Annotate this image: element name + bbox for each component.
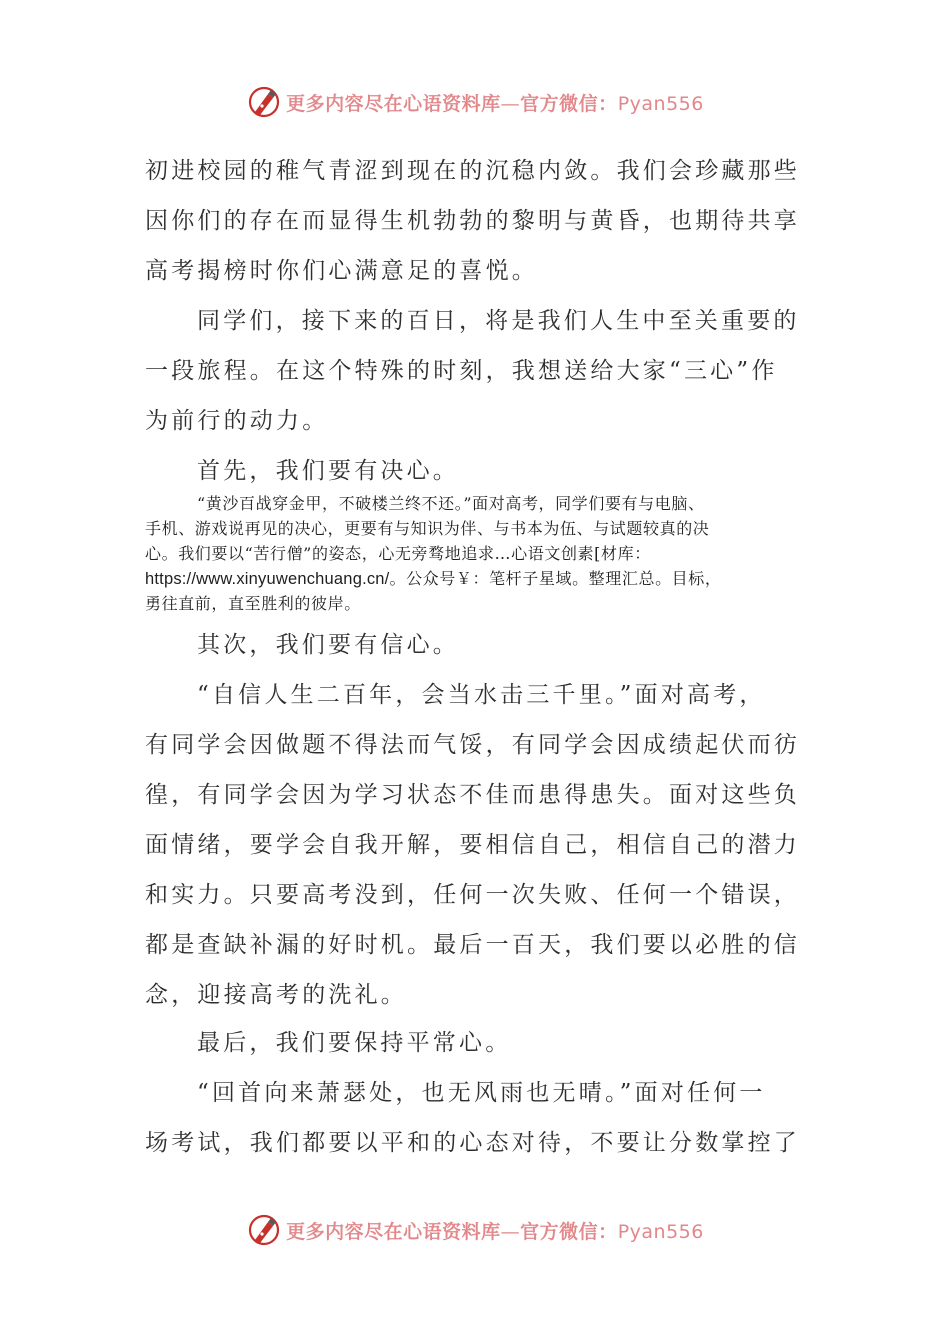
banner-wechat-id: Pyan556 <box>617 1220 704 1243</box>
text-line: 徨，有同学会因为学习状态不佳而患得患失。面对这些负 <box>145 782 800 808</box>
small-text-rest: 。公众号￥：笔杆子星域。整理汇总。目标， <box>389 569 722 588</box>
footer-banner <box>0 1210 950 1250</box>
banner-main-text: 更多内容尽在心语资料库 <box>286 1220 501 1243</box>
text-line: 都是查缺补漏的好时机。最后一百天，我们要以必胜的信 <box>145 932 800 958</box>
small-text-line: 心。我们要以“苦行僧”的姿态，心无旁骛地追求…心语文创素[材库： <box>145 544 651 563</box>
text-line: 为前行的动力。 <box>145 408 329 434</box>
small-text-line-url <box>145 567 721 591</box>
banner-wechat-label: 官方微信： <box>520 92 618 115</box>
banner-wechat-id: Pyan556 <box>617 92 704 115</box>
small-text-line: “黄沙百战穿金甲，不破楼兰终不还。”面对高考，同学们要有与电脑、 <box>197 494 705 513</box>
source-url: https://www.xinyuwenchuang.cn/ <box>145 570 390 588</box>
text-line: 有同学会因做题不得法而气馁，有同学会因成绩起伏而彷 <box>145 732 800 758</box>
text-line: “自信人生二百年，会当水击三千里。”面对高考， <box>197 682 766 708</box>
banner-separator: — <box>500 1220 521 1243</box>
pen-logo-icon <box>246 84 282 120</box>
pen-logo-icon <box>246 1212 282 1248</box>
text-line: 因你们的存在而显得生机勃勃的黎明与黄昏，也期待共享 <box>145 208 800 234</box>
text-line: 一段旅程。在这个特殊的时刻，我想送给大家“三心”作 <box>145 358 778 384</box>
text-line: 同学们，接下来的百日，将是我们人生中至关重要的 <box>197 308 800 334</box>
small-text-line: 勇往直前，直至胜利的彼岸。 <box>145 594 361 613</box>
banner-text <box>286 89 704 116</box>
text-line: 初进校园的稚气青涩到现在的沉稳内敛。我们会珍藏那些 <box>145 158 800 184</box>
text-line: 高考揭榜时你们心满意足的喜悦。 <box>145 258 538 284</box>
text-line: 场考试，我们都要以平和的心态对待，不要让分数掌控了 <box>145 1130 800 1156</box>
section-heading: 其次，我们要有信心。 <box>197 632 459 658</box>
text-line: “回首向来萧瑟处，也无风雨也无晴。”面对任何一 <box>197 1080 766 1106</box>
banner-wechat-label: 官方微信： <box>520 1220 618 1243</box>
text-line: 念，迎接高考的洗礼。 <box>145 982 407 1008</box>
small-text-line: 手机、游戏说再见的决心，更要有与知识为伴、与书本为伍、与试题较真的决 <box>145 519 710 538</box>
section-heading: 首先，我们要有决心。 <box>197 458 459 484</box>
banner-separator: — <box>500 92 521 115</box>
section-heading: 最后，我们要保持平常心。 <box>197 1030 512 1056</box>
text-line: 面情绪，要学会自我开解，要相信自己，相信自己的潜力 <box>145 832 800 858</box>
header-banner <box>0 82 950 122</box>
text-line: 和实力。只要高考没到，任何一次失败、任何一个错误， <box>145 882 800 908</box>
banner-text <box>286 1217 704 1244</box>
banner-main-text: 更多内容尽在心语资料库 <box>286 92 501 115</box>
